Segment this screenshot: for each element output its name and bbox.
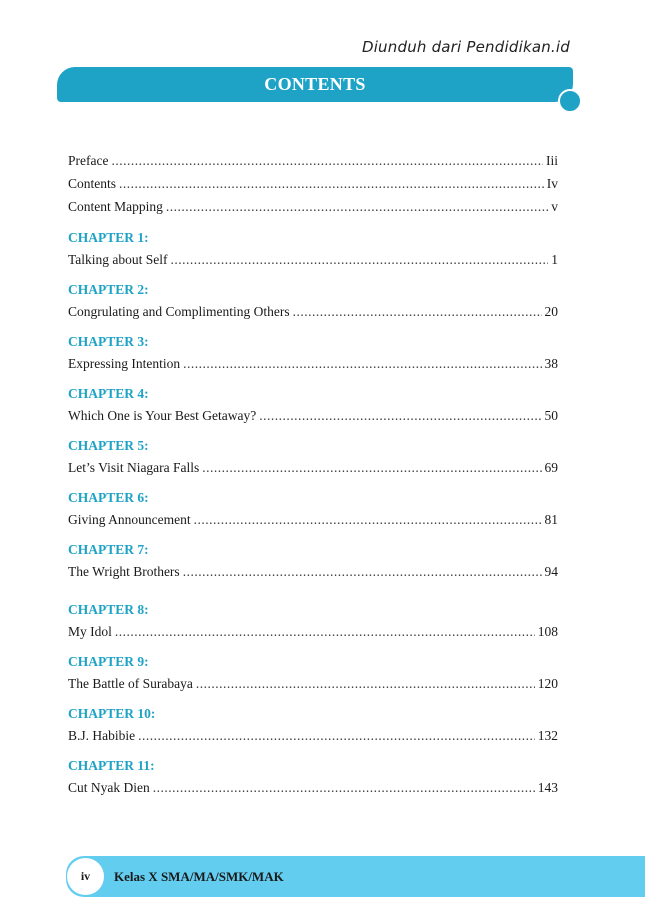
toc-entry-page: Iii — [546, 153, 558, 168]
toc-entry-chapter[interactable] — [68, 304, 558, 326]
chapter-block-4 — [68, 386, 558, 430]
dot-leader — [202, 460, 541, 476]
chapter-block-6 — [68, 490, 558, 534]
toc-entry-title: Talking about Self — [68, 252, 168, 267]
toc-entry-title: Congrulating and Complimenting Others — [68, 304, 290, 319]
toc-entry-page: 50 — [544, 408, 558, 423]
toc-entry-chapter[interactable] — [68, 408, 558, 430]
toc-entry-title: B.J. Habibie — [68, 728, 136, 743]
footer-text: Kelas X SMA/MA/SMK/MAK — [114, 869, 284, 884]
dot-leader — [293, 304, 542, 320]
chapter-block-3 — [68, 334, 558, 378]
toc-entry-page: 69 — [544, 460, 558, 475]
toc-entry-page: 143 — [537, 780, 558, 795]
watermark-text: Diunduh dari Pendidikan.id — [361, 38, 570, 56]
dot-leader — [138, 728, 535, 744]
toc-entry-title: The Wright Brothers — [68, 564, 180, 579]
toc-entry-title: Cut Nyak Dien — [68, 780, 150, 795]
dot-leader — [196, 676, 535, 692]
page-title: CONTENTS — [264, 74, 366, 94]
dot-leader — [171, 252, 549, 268]
toc-entry-preface[interactable] — [68, 153, 558, 176]
toc-entry-chapter[interactable] — [68, 356, 558, 378]
toc-entry-chapter[interactable] — [68, 780, 558, 802]
toc-entry-page: 120 — [537, 676, 558, 691]
toc-entry-chapter[interactable] — [68, 624, 558, 646]
toc-entry-page: 20 — [544, 304, 558, 319]
toc-entry-title: Which One is Your Best Getaway? — [68, 408, 257, 423]
toc-entry-page: 1 — [551, 252, 558, 267]
chapter-label: CHAPTER 6: — [68, 490, 149, 505]
chapter-block-7 — [68, 542, 558, 586]
chapter-label: CHAPTER 3: — [68, 334, 149, 349]
table-of-contents — [68, 153, 558, 802]
toc-entry-title: Let’s Visit Niagara Falls — [68, 460, 200, 475]
toc-entry-content-mapping[interactable] — [68, 199, 558, 222]
toc-entry-page: v — [551, 199, 558, 214]
toc-entry-title: My Idol — [68, 624, 112, 639]
chapter-label: CHAPTER 2: — [68, 282, 149, 297]
toc-entry-contents[interactable] — [68, 176, 558, 199]
footer-page-number: iv — [67, 858, 104, 895]
chapter-label: CHAPTER 8: — [68, 602, 149, 617]
toc-entry-page: 94 — [544, 564, 558, 579]
chapter-block-5 — [68, 438, 558, 482]
toc-entry-chapter[interactable] — [68, 728, 558, 750]
toc-entry-title: The Battle of Surabaya — [68, 676, 193, 691]
toc-entry-page: 81 — [544, 512, 558, 527]
toc-entry-title: Giving Announcement — [68, 512, 191, 527]
dot-leader — [153, 780, 535, 796]
dot-leader — [115, 624, 535, 640]
toc-entry-chapter[interactable] — [68, 564, 558, 586]
toc-entry-title: Preface — [68, 153, 109, 168]
dot-leader — [183, 356, 541, 372]
chapter-block-1 — [68, 230, 558, 274]
toc-entry-page: 132 — [537, 728, 558, 743]
chapter-label: CHAPTER 5: — [68, 438, 149, 453]
chapter-label: CHAPTER 10: — [68, 706, 156, 721]
toc-entry-chapter[interactable] — [68, 460, 558, 482]
dot-leader — [194, 512, 542, 528]
toc-entry-chapter[interactable] — [68, 252, 558, 274]
toc-entry-title: Expressing Intention — [68, 356, 181, 371]
dot-leader — [259, 408, 541, 424]
toc-entry-title: Contents — [68, 176, 117, 191]
toc-entry-page: Iv — [546, 176, 558, 191]
toc-entry-chapter[interactable] — [68, 676, 558, 698]
chapter-label: CHAPTER 4: — [68, 386, 149, 401]
toc-entry-page: 108 — [537, 624, 558, 639]
banner-decorative-dot — [558, 89, 582, 113]
chapter-block-8 — [68, 602, 558, 646]
chapter-label: CHAPTER 7: — [68, 542, 149, 557]
chapter-block-9 — [68, 654, 558, 698]
chapter-label: CHAPTER 9: — [68, 654, 149, 669]
chapter-block-2 — [68, 282, 558, 326]
chapter-block-11 — [68, 758, 558, 802]
toc-entry-title: Content Mapping — [68, 199, 163, 214]
dot-leader — [183, 564, 542, 580]
dot-leader — [166, 199, 548, 215]
chapter-label: CHAPTER 11: — [68, 758, 155, 773]
dot-leader — [119, 176, 544, 192]
dot-leader — [111, 153, 543, 169]
chapter-label: CHAPTER 1: — [68, 230, 149, 245]
chapter-block-10 — [68, 706, 558, 750]
toc-entry-page: 38 — [544, 356, 558, 371]
toc-entry-chapter[interactable] — [68, 512, 558, 534]
contents-banner — [57, 67, 573, 102]
